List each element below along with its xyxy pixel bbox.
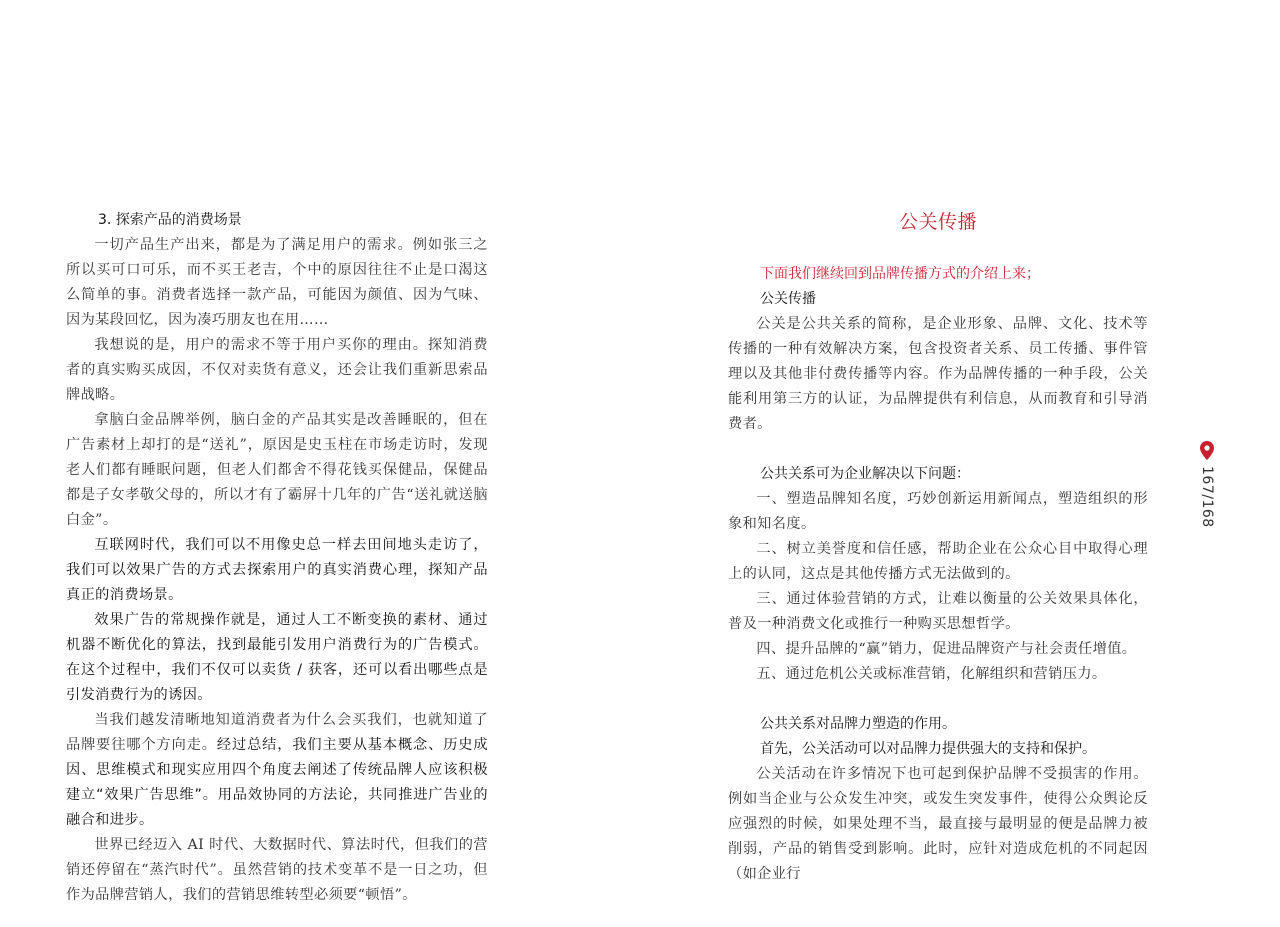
paragraph: 世界已经迈入 AI 时代、大数据时代、算法时代，但我们的营销还停留在“蒸汽时代”。虽然营销的技术变革不是一日之功，但作为品牌营销人，我们的营销思维转型必须要“顿悟”。 bbox=[66, 837, 488, 903]
spacer bbox=[728, 437, 1148, 462]
list-item: 二、树立美誉度和信任感，帮助企业在公众心目中取得心理上的认同，这点是其他传播方式无法做到的。 bbox=[728, 541, 1148, 582]
paragraph: 我想说的是，用户的需求不等于用户买你的理由。探知消费者的真实购买成因，不仅对卖货有意义，还会让我们重新思索品牌战略。 bbox=[66, 337, 488, 403]
right-page bbox=[728, 208, 1148, 887]
section-title: 公关传播 bbox=[898, 211, 977, 233]
list-item: 一、塑造品牌知名度，巧妙创新运用新闻点，塑造组织的形象和知名度。 bbox=[728, 491, 1148, 532]
subheading: 公共关系对品牌力塑造的作用。 bbox=[760, 716, 956, 732]
spacer bbox=[728, 687, 1148, 712]
page-marker bbox=[1196, 441, 1218, 528]
paragraph-mixed bbox=[66, 708, 488, 833]
paragraph-bold: 互联网时代，我们可以不用像史总一样去田间地头走访了，我们可以效果广告的方式去探索用户的真实消费心理，探知产品真正的消费场景。 bbox=[66, 537, 488, 603]
subheading: 首先，公关活动可以对品牌力提供强大的支持和保护。 bbox=[760, 741, 1096, 757]
subheading: 公共关系可为企业解决以下问题： bbox=[760, 466, 970, 482]
paragraph: 公关是公共关系的简称，是企业形象、品牌、文化、技术等传播的一种有效解决方案，包含投资者关系、员工传播、事件管理以及其他非付费传播等内容。作为品牌传播的一种手段，公关能利用第三方的认证，为品牌提供有利信息，从而教育和引导消费者。 bbox=[728, 316, 1148, 432]
section-heading: 3. 探索产品的消费场景 bbox=[98, 212, 242, 228]
list-item: 五、通过危机公关或标准营销，化解组织和营销压力。 bbox=[756, 666, 1107, 682]
list-item: 四、提升品牌的“赢”销力，促进品牌资产与社会责任增值。 bbox=[756, 641, 1137, 657]
location-pin-icon bbox=[1200, 441, 1214, 460]
subheading: 公关传播 bbox=[760, 291, 816, 307]
paragraph-normal-part: 当我们越发清晰地知道消费者为什么会买我们，也就知道了品牌要往哪个方向走。 bbox=[66, 712, 488, 753]
paragraph: 公关活动在许多情况下也可起到保护品牌不受损害的作用。例如当企业与公众发生冲突，或发生突发事件，使得公众舆论反应强烈的时候，如果处理不当，最直接与最明显的便是品牌力被削弱，产品的销售受到影响。此时，应针对造成危机的不同起因（如企业行 bbox=[728, 766, 1148, 882]
intro-text: 下面我们继续回到品牌传播方式的介绍上来； bbox=[760, 266, 1040, 282]
list-item: 三、通过体验营销的方式，让难以衡量的公关效果具体化，普及一种消费文化或推行一种购买思想哲学。 bbox=[728, 591, 1148, 632]
paragraph: 一切产品生产出来，都是为了满足用户的需求。例如张三之所以买可口可乐，而不买王老吉，个中的原因往往不止是口渴这么简单的事。消费者选择一款产品，可能因为颜值、因为气味、因为某段回忆，因为凑巧朋友也在用…… bbox=[66, 237, 488, 328]
paragraph-bold-part: 经过总结，我们主要从基本概念、历史成因、思维模式和现实应用四个角度去阐述了传统品牌人应该积极建立“效果广告思维”。用品效协同的方法论，共同推进广告业的融合和进步。 bbox=[66, 737, 488, 828]
left-page bbox=[66, 208, 488, 908]
paragraph-bold: 效果广告的常规操作就是，通过人工不断变换的素材、通过机器不断优化的算法，找到最能引发用户消费行为的广告模式。在这个过程中，我们不仅可以卖货 / 获客，还可以看出哪些点是引发消费行为的诱因。 bbox=[66, 612, 488, 703]
paragraph: 拿脑白金品牌举例，脑白金的产品其实是改善睡眠的，但在广告素材上却打的是“送礼”，原因是史玉柱在市场走访时，发现老人们都有睡眠问题，但老人们都舍不得花钱买保健品，保健品都是子女孝敬父母的，所以才有了霸屏十几年的广告“送礼就送脑白金”。 bbox=[66, 412, 488, 528]
page-number: 167/168 bbox=[1199, 466, 1215, 528]
